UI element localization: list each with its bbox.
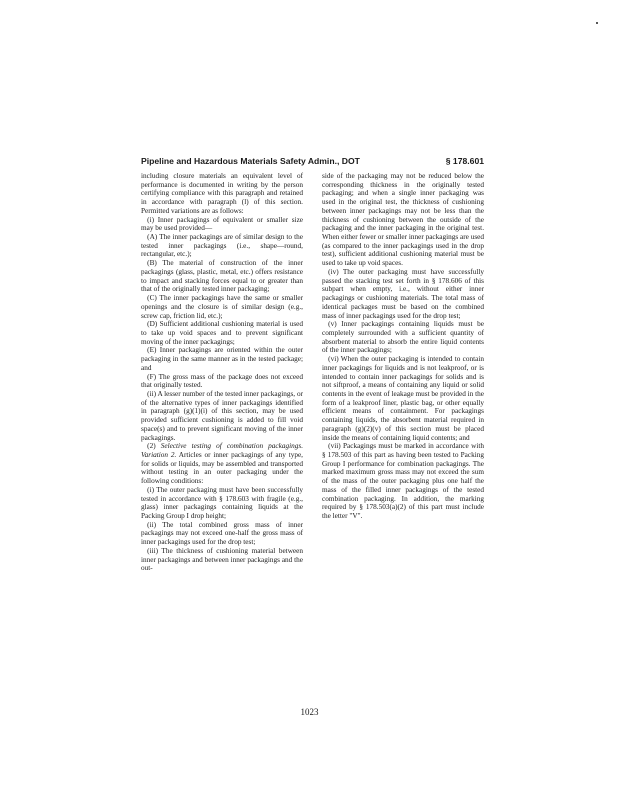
running-header	[141, 154, 484, 168]
paragraph: side of the packaging may not be reduced below the corresponding thickness in the originally tested packaging; and when a single inner packaging was used in the original test, the thickness of cushioning between inner packagings may not be less than the thickness of cushioning between the outside of the packaging and the inner packaging in the original test. When either fewer or smaller inner packagings are used (as compared to the inner packagings used in the drop test), sufficient additional cushioning material must be used to take up void spaces.	[322, 172, 484, 268]
paragraph: (i) Inner packagings of equivalent or smaller size may be used provided—	[141, 215, 303, 233]
header-section-number: § 178.601	[445, 156, 484, 166]
paragraph: (C) The inner packagings have the same or smaller openings and the closure is of similar design (e.g., screw cap, friction lid, etc.);	[141, 294, 303, 320]
paragraph: including closure materials an equivalent level of performance is documented in writing by the person certifying compliance with this paragraph and retained in accordance with paragraph (l) of this section. Permitted variations are as follows:	[141, 172, 303, 215]
paragraph: (i) The outer packaging must have been successfully tested in accordance with § 178.603 with fragile (e.g., glass) inner packagings containing liquids at the Packing Group I drop height;	[141, 485, 303, 521]
paragraph: (v) Inner packagings containing liquids must be completely surrounded with a sufficient quantity of absorbent material to absorb the entire liquid contents of the inner packagings;	[322, 320, 484, 355]
paragraph-italic-heading: Selective testing of combination packagings. Variation 2.	[141, 442, 304, 459]
paragraph: (D) Sufficient additional cushioning material is used to take up void spaces and to prevent significant moving of the inner packagings;	[141, 320, 303, 346]
paragraph: (iv) The outer packaging must have successfully passed the stacking test set forth in § 178.606 of this subpart when empty, i.e., without either inner packagings or cushioning materials. The total mass of identical packages must be based on the combined mass of inner packagings used for the drop test;	[322, 267, 484, 320]
paragraph: (ii) The total combined gross mass of inner packagings may not exceed one-half the gross mass of inner packagings used for the drop test;	[141, 520, 303, 547]
scan-speck	[596, 22, 598, 24]
paragraph: (vi) When the outer packaging is intended to contain inner packagings for liquids and is not leakproof, or is intended to contain inner packagings for solids and is not siftproof, a means of containing any liquid or solid contents in the event of leakage must be provided in the form of a leakproof liner, plastic bag, or other equally efficient means of containment. For packagings containing liquids, the absorbent material required in paragraph (g)(2)(v) of this section must be placed inside the means of containing liquid contents; and	[322, 355, 484, 442]
left-text-column	[141, 172, 303, 573]
paragraph	[141, 442, 303, 486]
paragraph: (iii) The thickness of cushioning material between inner packagings and between inner packagings and the out-	[141, 546, 303, 573]
page-number: 1023	[300, 707, 319, 717]
paragraph: (F) The gross mass of the package does not exceed that originally tested.	[141, 372, 303, 390]
right-text-column	[322, 172, 484, 521]
header-title: Pipeline and Hazardous Materials Safety Admin., DOT	[141, 156, 360, 166]
paragraph-label: (2)	[147, 442, 156, 451]
paragraph: (E) Inner packagings are oriented within the outer packaging in the same manner as in the tested package; and	[141, 346, 303, 372]
paragraph-body: Articles or inner packagings of any type, for solids or liquids, may be assembled and transported without testing in an outer packaging under the following conditions:	[141, 451, 303, 486]
paragraph: (ii) A lesser number of the tested inner packagings, or of the alternative types of inner packagings identified in paragraph (g)(1)(i) of this section, may be used provided sufficient cushioning is added to fill void space(s) and to prevent significant moving of the inner packagings.	[141, 389, 303, 442]
paragraph: (vii) Packagings must be marked in accordance with § 178.503 of this part as having been tested to Packing Group I performance for combination packagings. The marked maximum gross mass may not exceed the sum of the mass of the outer packaging plus one half the mass of the filled inner packagings of the tested combination packaging. In addition, the marking required by § 178.503(a)(2) of this part must include the letter "V".	[322, 442, 484, 521]
paragraph: (A) The inner packagings are of similar design to the tested inner packagings (i.e., shape—round, rectangular, etc.);	[141, 233, 303, 259]
paragraph: (B) The material of construction of the inner packagings (glass, plastic, metal, etc.) offers resistance to impact and stacking forces equal to or greater than that of the originally tested inner packaging;	[141, 259, 303, 294]
